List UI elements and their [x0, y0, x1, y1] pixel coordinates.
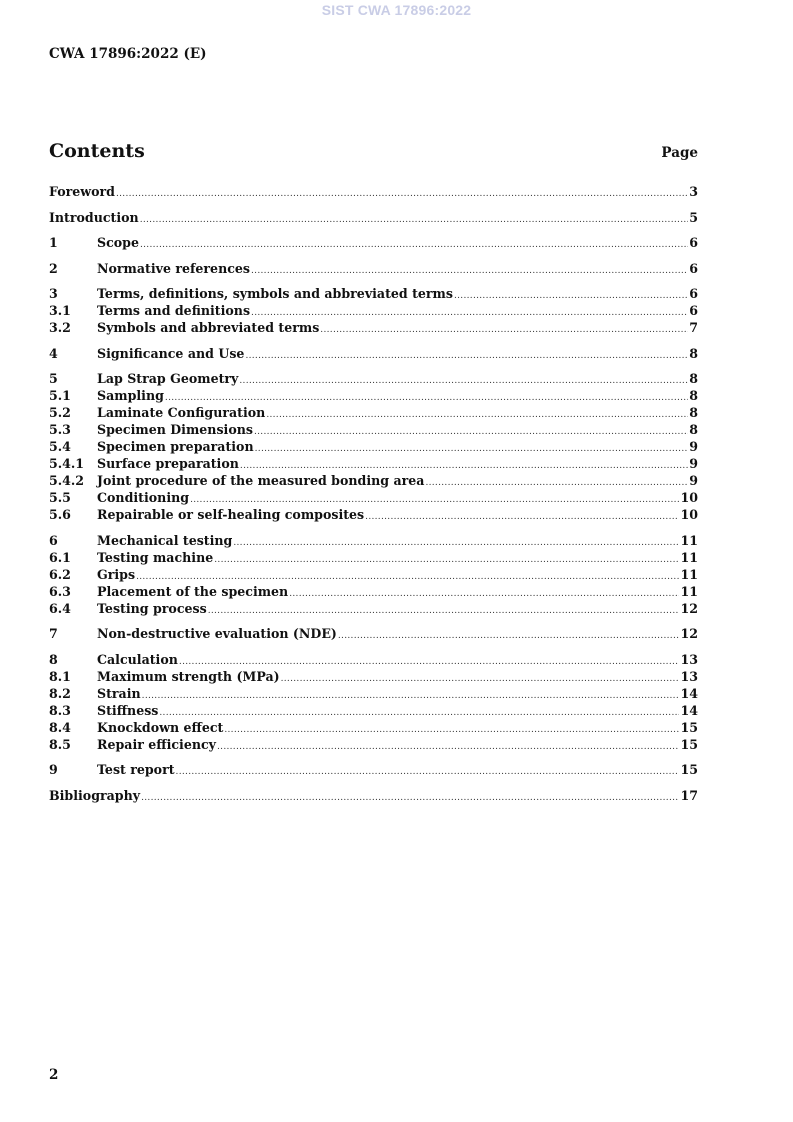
toc-entry[interactable]	[49, 600, 698, 617]
toc-dot-leader	[320, 322, 688, 339]
toc-entry[interactable]	[49, 549, 698, 566]
toc-entry-page: 10	[680, 507, 698, 522]
toc-entry-number: 5.1	[49, 388, 71, 403]
contents-header	[49, 140, 698, 168]
toc-entry-number: 4	[49, 345, 58, 361]
watermark: SIST CWA 17896:2022	[321, 2, 472, 18]
toc-dot-leader	[365, 509, 679, 526]
toc-dot-leader	[140, 212, 689, 229]
toc-dot-leader	[159, 705, 679, 722]
toc-entry-number: 5.5	[49, 490, 71, 505]
toc-entry-number: 5.4.2	[49, 473, 85, 488]
toc-entry-page: 11	[680, 566, 698, 582]
contents-title: Contents	[49, 140, 145, 162]
toc-entry-title: Scope	[97, 235, 139, 250]
toc-entry-page: 8	[689, 345, 698, 361]
toc-dot-leader	[251, 263, 688, 280]
toc-entry-number: 8.4	[49, 719, 71, 735]
toc-entry[interactable]	[49, 455, 698, 472]
toc-entry-title: Introduction	[49, 209, 139, 225]
toc-entry-number: 5.4	[49, 439, 71, 454]
toc-entry[interactable]	[49, 285, 698, 302]
toc-entry-title: Sampling	[97, 388, 164, 403]
toc-entry-page: 7	[689, 320, 698, 335]
toc-entry-page: 6	[689, 235, 698, 250]
toc-entry-title: Placement of the specimen	[97, 583, 289, 599]
toc-dot-leader	[289, 586, 679, 603]
toc-entry-number: 3	[49, 286, 58, 301]
toc-entry-title: Bibliography	[49, 787, 141, 803]
toc-dot-leader	[116, 186, 688, 203]
toc-entry-number: 6.4	[49, 600, 71, 616]
toc-entry[interactable]	[49, 370, 698, 387]
toc-entry[interactable]	[49, 566, 698, 583]
toc-entry-page: 8	[689, 388, 698, 403]
toc-entry-page: 12	[680, 600, 698, 616]
toc-dot-leader	[224, 722, 679, 739]
toc-entry-title: Non-destructive evaluation (NDE)	[97, 626, 337, 641]
toc-entry-number: 7	[49, 626, 58, 641]
toc-entry-number: 9	[49, 762, 58, 777]
toc-entry-title: Normative references	[97, 260, 251, 276]
toc-entry-number: 8.5	[49, 736, 71, 752]
toc-entry-title: Symbols and abbreviated terms	[97, 320, 320, 335]
table-of-contents	[49, 183, 698, 804]
toc-entry[interactable]	[49, 761, 698, 778]
toc-dot-leader	[142, 688, 680, 705]
toc-entry-page: 11	[680, 549, 698, 565]
toc-entry[interactable]	[49, 183, 698, 200]
toc-entry[interactable]	[49, 532, 698, 549]
toc-dot-leader	[281, 671, 680, 688]
toc-entry-page: 13	[680, 668, 698, 684]
toc-entry[interactable]	[49, 421, 698, 438]
toc-entry[interactable]	[49, 438, 698, 455]
toc-entry-page: 6	[689, 286, 698, 301]
toc-entry[interactable]	[49, 319, 698, 336]
toc-entry-number: 8.2	[49, 685, 71, 701]
toc-entry[interactable]	[49, 625, 698, 642]
toc-entry-title: Lap Strap Geometry	[97, 371, 239, 386]
toc-entry-number: 6.1	[49, 549, 71, 565]
toc-entry[interactable]	[49, 719, 698, 736]
toc-entry-number: 8.3	[49, 702, 71, 718]
toc-entry[interactable]	[49, 702, 698, 719]
toc-entry-title: Grips	[97, 566, 136, 582]
toc-entry-number: 5.2	[49, 405, 71, 420]
toc-entry-title: Test report	[97, 762, 175, 777]
toc-entry-page: 9	[689, 456, 698, 471]
toc-dot-leader	[140, 237, 688, 254]
toc-entry-number: 6	[49, 532, 58, 548]
toc-entry[interactable]	[49, 651, 698, 668]
toc-entry[interactable]	[49, 489, 698, 506]
toc-entry-number: 5.6	[49, 507, 71, 522]
toc-entry[interactable]	[49, 668, 698, 685]
toc-entry[interactable]	[49, 787, 698, 804]
toc-entry-number: 6.2	[49, 566, 71, 582]
toc-entry-page: 14	[680, 702, 698, 718]
toc-entry-title: Terms and definitions	[97, 303, 251, 318]
toc-entry-title: Testing machine	[97, 549, 214, 565]
toc-dot-leader	[217, 739, 679, 756]
toc-entry[interactable]	[49, 209, 698, 226]
toc-entry-page: 11	[680, 583, 698, 599]
toc-entry[interactable]	[49, 506, 698, 523]
toc-entry-title: Calculation	[97, 651, 178, 667]
toc-entry[interactable]	[49, 404, 698, 421]
toc-dot-leader	[266, 407, 688, 424]
toc-entry-title: Conditioning	[97, 490, 190, 505]
toc-dot-leader	[245, 348, 688, 365]
toc-dot-leader	[454, 288, 688, 305]
toc-dot-leader	[254, 424, 688, 441]
toc-dot-leader	[338, 628, 680, 645]
toc-entry-number: 5.3	[49, 422, 71, 437]
toc-entry-page: 3	[689, 184, 698, 199]
toc-entry-title: Testing process	[97, 600, 207, 616]
toc-entry-page: 8	[689, 371, 698, 386]
toc-entry-page: 6	[689, 260, 698, 276]
toc-entry-page: 5	[689, 209, 698, 225]
toc-entry-page: 10	[680, 490, 698, 505]
toc-dot-leader	[208, 603, 680, 620]
toc-entry-page: 9	[689, 473, 698, 488]
toc-entry[interactable]	[49, 472, 698, 489]
toc-entry-title: Maximum strength (MPa)	[97, 668, 280, 684]
toc-entry-page: 17	[680, 787, 698, 803]
toc-entry-title: Foreword	[49, 184, 115, 199]
toc-entry-number: 1	[49, 235, 58, 250]
toc-entry-page: 15	[680, 719, 698, 735]
toc-entry-title: Strain	[97, 685, 141, 701]
toc-entry-number: 3.2	[49, 320, 71, 335]
toc-entry-page: 8	[689, 405, 698, 420]
toc-entry-number: 5.4.1	[49, 456, 85, 471]
toc-entry-page: 11	[680, 532, 698, 548]
toc-entry-page: 8	[689, 422, 698, 437]
toc-entry-title: Repair efficiency	[97, 736, 216, 752]
toc-entry-number: 6.3	[49, 583, 71, 599]
toc-entry-page: 13	[680, 651, 698, 667]
toc-entry-page: 9	[689, 439, 698, 454]
toc-entry-title: Surface preparation	[97, 456, 239, 471]
document-id: CWA 17896:2022 (E)	[49, 46, 207, 62]
toc-entry-title: Significance and Use	[97, 345, 245, 361]
toc-dot-leader	[176, 764, 680, 781]
toc-entry-title: Laminate Configuration	[97, 405, 266, 420]
toc-entry-page: 14	[680, 685, 698, 701]
toc-dot-leader	[239, 373, 688, 390]
toc-dot-leader	[425, 475, 688, 492]
toc-entry-title: Stiffness	[97, 702, 159, 718]
toc-entry-title: Repairable or self-healing composites	[97, 507, 365, 522]
toc-entry-number: 5	[49, 371, 58, 386]
toc-entry-number: 3.1	[49, 303, 71, 318]
toc-entry-page: 15	[680, 762, 698, 777]
toc-entry-title: Knockdown effect	[97, 719, 224, 735]
toc-entry-title: Specimen preparation	[97, 439, 254, 454]
toc-entry-page: 6	[689, 303, 698, 318]
toc-entry[interactable]	[49, 583, 698, 600]
toc-dot-leader	[214, 552, 679, 569]
toc-entry[interactable]	[49, 685, 698, 702]
toc-entry-number: 2	[49, 260, 58, 276]
toc-entry-title: Joint procedure of the measured bonding area	[97, 473, 425, 488]
page-column-label: Page	[661, 145, 698, 161]
toc-entry[interactable]	[49, 302, 698, 319]
toc-entry-title: Mechanical testing	[97, 532, 233, 548]
toc-entry-page: 12	[680, 626, 698, 641]
toc-dot-leader	[141, 790, 679, 807]
toc-entry[interactable]	[49, 387, 698, 404]
toc-dot-leader	[255, 441, 689, 458]
toc-entry[interactable]	[49, 234, 698, 251]
toc-dot-leader	[233, 535, 679, 552]
toc-entry-number: 8	[49, 651, 58, 667]
page-number: 2	[49, 1067, 59, 1083]
toc-entry-number: 8.1	[49, 668, 71, 684]
toc-entry[interactable]	[49, 345, 698, 362]
toc-entry-title: Terms, definitions, symbols and abbreviated terms	[97, 286, 453, 301]
toc-entry[interactable]	[49, 260, 698, 277]
toc-entry[interactable]	[49, 736, 698, 753]
toc-entry-title: Specimen Dimensions	[97, 422, 253, 437]
toc-entry-page: 15	[680, 736, 698, 752]
